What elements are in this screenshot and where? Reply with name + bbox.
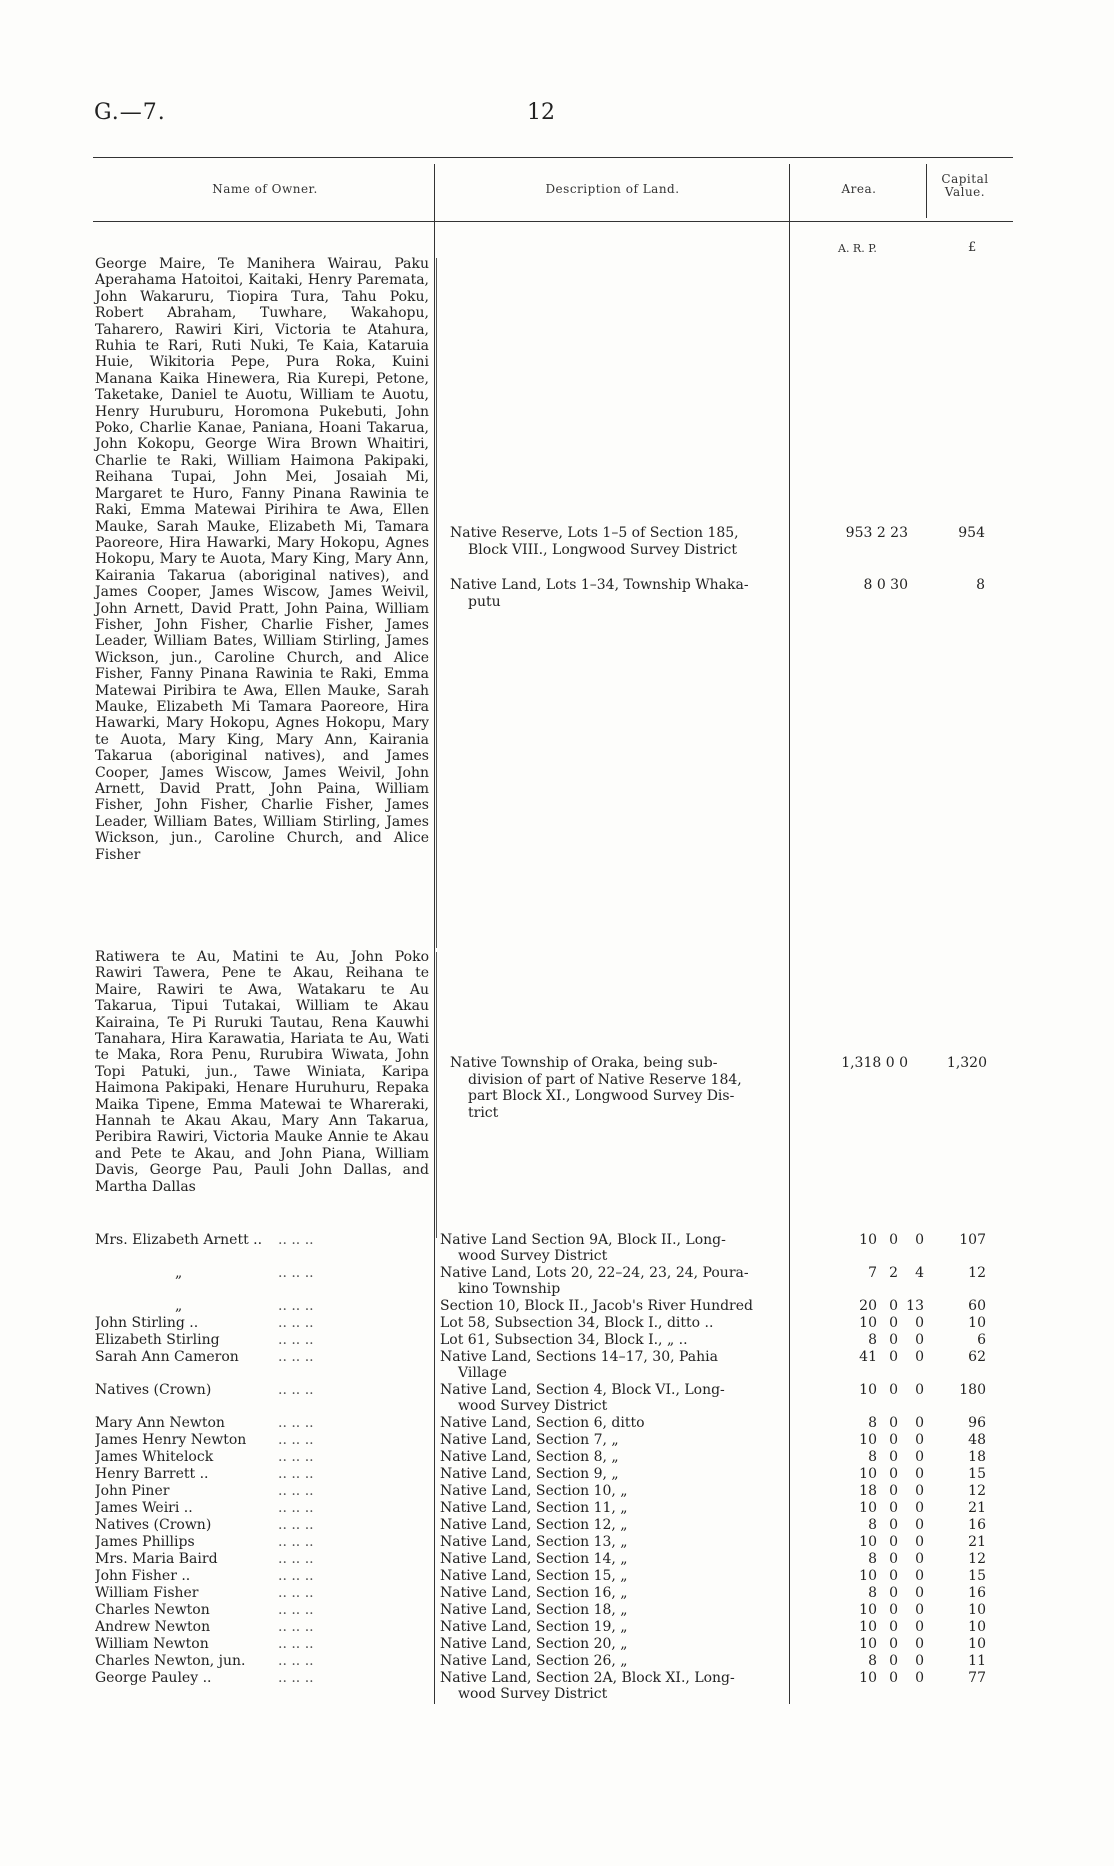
area-units: A. R. P. xyxy=(838,242,877,255)
area-roods: 0 xyxy=(889,1382,898,1398)
owner-name-text: Mrs. Elizabeth Arnett .. xyxy=(95,1232,263,1248)
area-perches: 0 xyxy=(915,1382,924,1398)
area-3: 1,318 0 0 xyxy=(841,1055,908,1071)
leader-dots: .. .. .. xyxy=(278,1585,314,1601)
area-acres: 10 xyxy=(859,1232,877,1248)
capital-value: 15 xyxy=(968,1466,986,1482)
area-roods: 0 xyxy=(889,1568,898,1584)
capital-value: 10 xyxy=(968,1315,986,1331)
area-roods: 0 xyxy=(889,1534,898,1550)
owner-name-text: Charles Newton xyxy=(95,1602,210,1618)
area-acres: 41 xyxy=(859,1349,877,1365)
capital-unit: £ xyxy=(968,240,977,255)
table-top-rule xyxy=(93,157,1013,158)
owner-name xyxy=(95,1432,425,1448)
owner-name-text: James Whitelock xyxy=(95,1449,214,1465)
land-description: Native Land, Section 14, „ xyxy=(440,1551,628,1567)
leader-dots: .. .. .. xyxy=(278,1466,314,1482)
capital-1: 954 xyxy=(958,525,985,541)
owner-name-text: Henry Barrett .. xyxy=(95,1466,209,1482)
capital-value: 180 xyxy=(959,1382,986,1398)
land-description: Lot 58, Subsection 34, Block I., ditto .. xyxy=(440,1315,714,1331)
owner-name xyxy=(95,1466,425,1482)
land-description: Section 10, Block II., Jacob's River Hundred xyxy=(440,1298,753,1314)
land-description: Native Land, Section 12, „ xyxy=(440,1517,628,1533)
land-description: Native Land, Section 20, „ xyxy=(440,1636,628,1652)
area-roods: 0 xyxy=(889,1449,898,1465)
leader-dots: .. .. .. xyxy=(278,1232,314,1248)
land-description-cont: kino Township xyxy=(458,1281,561,1297)
land-2: Native Land, Lots 1–34, Township Whaka- xyxy=(450,577,749,593)
capital-value: 62 xyxy=(968,1349,986,1365)
owner-name-text: Natives (Crown) xyxy=(95,1382,212,1398)
table-row xyxy=(0,1636,1114,1653)
owner-name-text: „ xyxy=(175,1298,183,1314)
area-perches: 0 xyxy=(915,1568,924,1584)
area-perches: 13 xyxy=(906,1298,924,1314)
area-roods: 0 xyxy=(889,1551,898,1567)
area-roods: 0 xyxy=(889,1602,898,1618)
capital-value: 96 xyxy=(968,1415,986,1431)
col-land-header: Description of Land. xyxy=(545,182,680,196)
owner-name xyxy=(95,1517,425,1533)
land-description-cont: Village xyxy=(458,1365,507,1381)
area-acres: 10 xyxy=(859,1315,877,1331)
table-row xyxy=(0,1432,1114,1449)
capital-value: 21 xyxy=(968,1500,986,1516)
capital-value: 15 xyxy=(968,1568,986,1584)
land-description: Lot 61, Subsection 34, Block I., „ .. xyxy=(440,1332,688,1348)
capital-value: 10 xyxy=(968,1619,986,1635)
area-roods: 0 xyxy=(889,1332,898,1348)
capital-value: 77 xyxy=(968,1670,986,1686)
area-roods: 0 xyxy=(889,1517,898,1533)
leader-dots: .. .. .. xyxy=(278,1568,314,1584)
land-3: Native Township of Oraka, being sub- xyxy=(450,1055,718,1071)
owner-name xyxy=(95,1382,425,1398)
owner-name xyxy=(95,1670,425,1686)
land-description: Native Land, Section 8, „ xyxy=(440,1449,619,1465)
leader-dots: .. .. .. xyxy=(278,1432,314,1448)
leader-dots: .. .. .. xyxy=(278,1449,314,1465)
area-perches: 0 xyxy=(915,1500,924,1516)
capital-value: 107 xyxy=(959,1232,986,1248)
area-acres: 8 xyxy=(868,1449,877,1465)
area-acres: 10 xyxy=(859,1500,877,1516)
owner-name-text: Elizabeth Stirling xyxy=(95,1332,220,1348)
leader-dots: .. .. .. xyxy=(278,1265,314,1281)
area-acres: 7 xyxy=(868,1265,877,1281)
land-block-1 xyxy=(450,525,780,558)
table-row xyxy=(0,1653,1114,1670)
area-acres: 8 xyxy=(868,1551,877,1567)
area-acres: 20 xyxy=(859,1298,877,1314)
area-roods: 0 xyxy=(889,1670,898,1686)
owner-name-text: James Phillips xyxy=(95,1534,195,1550)
area-perches: 0 xyxy=(915,1602,924,1618)
table-row xyxy=(0,1602,1114,1619)
owner-name-text: William Fisher xyxy=(95,1585,199,1601)
capital-value: 48 xyxy=(968,1432,986,1448)
land-description-cont: wood Survey District xyxy=(458,1686,608,1702)
table-row xyxy=(0,1517,1114,1534)
table-row xyxy=(0,1332,1114,1349)
area-acres: 8 xyxy=(868,1332,877,1348)
leader-dots: .. .. .. xyxy=(278,1382,314,1398)
area-acres: 10 xyxy=(859,1636,877,1652)
leader-dots: .. .. .. xyxy=(278,1332,314,1348)
owner-name xyxy=(95,1500,425,1516)
land-description: Native Land, Section 19, „ xyxy=(440,1619,628,1635)
leader-dots: .. .. .. xyxy=(278,1298,314,1314)
table-row xyxy=(0,1349,1114,1381)
owner-name xyxy=(95,1232,425,1248)
area-roods: 0 xyxy=(889,1585,898,1601)
capital-value: 6 xyxy=(977,1332,986,1348)
area-perches: 0 xyxy=(915,1232,924,1248)
owners-text-1: George Maire, Te Manihera Wairau, Paku Aperahama Hatoitoi, Kaitaki, Henry Paremata, John Wakaruru, Tiopira Tura, Tahu Poku, Robert Abraham, Tuwhare, Wakahopu, Taharero, Rawiri Kiri, Victoria te Atahura, Ruhia te Rari, Ruti Nuki, Te Kaia, Kataruia Huie, Wikitoria Pepe, Pura Roka, Kuini Manana Kaika Hinewera, Ria Kurepi, Petone, Taketake, Daniel te Auotu, William te Auotu, Henry Huruburu, Horomona Pukebuti, John Poko, Charlie Kanae, Paniana, Hoani Takarua, John Kokopu, George Wira Brown Whaitiri, Charlie te Raki, William Haimona Pakipaki, Reihana Tupai, John Mei, Josaiah Mi, Margaret te Huro, Fanny Pinana Rawinia te Raki, Emma Matewai Pirihira te Awa, Ellen Mauke, Sarah Mauke, Elizabeth Mi, Tamara Paoreore, Hira Hawarki, Mary Hokopu, Agnes Hokopu, Mary te Auota, Mary King, Mary Ann, Kairania Takarua (aboriginal natives), and James Cooper, James Wiscow, James Weivil, John Arnett, David Pratt, John Paina, William Fisher, John Fisher, Charlie Fisher, James Leader, William Bates, William Stirling, James Wickson, jun., Caroline Church, and Alice Fisher, Fanny Pinana Rawinia te Raki, Emma Matewai Piribira te Awa, Ellen Mauke, Sarah Mauke, Elizabeth Mi Tamara Paoreore, Hira Hawarki, Mary Hokopu, Agnes Hokopu, Mary te Auota, Mary King, Mary Ann, Kairania Takarua (aboriginal natives), and James Cooper, James Wiscow, James Weivil, John Arnett, David Pratt, John Paina, William Fisher, John Fisher, Charlie Fisher, James Leader, William Bates, William Stirling, James Wickson, jun., Caroline Church, and Alice Fisher xyxy=(95,256,429,863)
owner-name-text: Andrew Newton xyxy=(95,1619,211,1635)
area-roods: 0 xyxy=(889,1315,898,1331)
area-perches: 0 xyxy=(915,1653,924,1669)
owner-name-text: John Fisher .. xyxy=(95,1568,191,1584)
area-perches: 0 xyxy=(915,1619,924,1635)
land-description: Native Land, Section 7, „ xyxy=(440,1432,619,1448)
area-perches: 0 xyxy=(915,1670,924,1686)
owner-name xyxy=(95,1636,425,1652)
area-perches: 0 xyxy=(915,1315,924,1331)
capital-value: 12 xyxy=(968,1483,986,1499)
col-area-header: Area. xyxy=(841,182,877,196)
table-row xyxy=(0,1415,1114,1432)
area-perches: 0 xyxy=(915,1636,924,1652)
owner-name xyxy=(95,1534,425,1550)
area-acres: 8 xyxy=(868,1415,877,1431)
table-row xyxy=(0,1315,1114,1332)
owner-name xyxy=(95,1585,425,1601)
leader-dots: .. .. .. xyxy=(278,1670,314,1686)
table-row xyxy=(0,1670,1114,1702)
owner-name xyxy=(95,1315,425,1331)
leader-dots: .. .. .. xyxy=(278,1551,314,1567)
capital-value: 12 xyxy=(968,1265,986,1281)
col-divider-3 xyxy=(926,164,927,218)
land-block-2 xyxy=(450,577,780,610)
area-roods: 0 xyxy=(889,1483,898,1499)
leader-dots: .. .. .. xyxy=(278,1315,314,1331)
area-perches: 4 xyxy=(915,1265,924,1281)
area-roods: 2 xyxy=(889,1265,898,1281)
table-row xyxy=(0,1232,1114,1264)
capital-value: 12 xyxy=(968,1551,986,1567)
bracket-1 xyxy=(436,258,445,948)
capital-value: 21 xyxy=(968,1534,986,1550)
area-roods: 0 xyxy=(889,1432,898,1448)
land-description: Native Land, Section 9, „ xyxy=(440,1466,619,1482)
area-2: 8 0 30 xyxy=(863,577,908,593)
land-description: Native Land, Section 15, „ xyxy=(440,1568,628,1584)
area-perches: 0 xyxy=(915,1517,924,1533)
page-number: 12 xyxy=(527,100,555,125)
capital-3: 1,320 xyxy=(946,1055,987,1071)
leader-dots: .. .. .. xyxy=(278,1349,314,1365)
table-head-rule xyxy=(93,221,1013,222)
table-row xyxy=(0,1534,1114,1551)
land-3b: division of part of Native Reserve 184, xyxy=(468,1071,742,1088)
leader-dots: .. .. .. xyxy=(278,1619,314,1635)
area-acres: 10 xyxy=(859,1602,877,1618)
area-roods: 0 xyxy=(889,1500,898,1516)
owner-name-text: Mary Ann Newton xyxy=(95,1415,225,1431)
area-roods: 0 xyxy=(889,1349,898,1365)
owner-name-text: Sarah Ann Cameron xyxy=(95,1349,239,1365)
owner-name-text: George Pauley .. xyxy=(95,1670,212,1686)
area-perches: 0 xyxy=(915,1534,924,1550)
col-capital-header: Capital Value. xyxy=(941,172,989,199)
leader-dots: .. .. .. xyxy=(278,1483,314,1499)
area-perches: 0 xyxy=(915,1332,924,1348)
area-perches: 0 xyxy=(915,1432,924,1448)
area-acres: 8 xyxy=(868,1653,877,1669)
land-description: Native Land, Sections 14–17, 30, Pahia xyxy=(440,1349,718,1365)
area-roods: 0 xyxy=(889,1636,898,1652)
area-roods: 0 xyxy=(889,1298,898,1314)
area-acres: 10 xyxy=(859,1534,877,1550)
header-ref: G.—7. xyxy=(94,100,166,125)
bracket-2 xyxy=(436,952,445,1238)
land-block-3 xyxy=(450,1055,780,1121)
owner-name xyxy=(95,1265,425,1281)
owner-name xyxy=(95,1298,425,1314)
capital-value: 18 xyxy=(968,1449,986,1465)
capital-value: 10 xyxy=(968,1602,986,1618)
area-roods: 0 xyxy=(889,1653,898,1669)
capital-value: 10 xyxy=(968,1636,986,1652)
table-row xyxy=(0,1483,1114,1500)
area-acres: 8 xyxy=(868,1585,877,1601)
table-row xyxy=(0,1568,1114,1585)
table-row xyxy=(0,1265,1114,1297)
owners-block-1 xyxy=(95,256,429,946)
table-row xyxy=(0,1619,1114,1636)
area-roods: 0 xyxy=(889,1232,898,1248)
owner-name-text: Natives (Crown) xyxy=(95,1517,212,1533)
leader-dots: .. .. .. xyxy=(278,1534,314,1550)
owner-name xyxy=(95,1415,425,1431)
land-description-cont: wood Survey District xyxy=(458,1398,608,1414)
land-2b: putu xyxy=(468,593,501,610)
owner-name xyxy=(95,1449,425,1465)
area-acres: 8 xyxy=(868,1517,877,1533)
land-description: Native Land, Section 18, „ xyxy=(440,1602,628,1618)
area-perches: 0 xyxy=(915,1483,924,1499)
table-row xyxy=(0,1585,1114,1602)
area-perches: 0 xyxy=(915,1551,924,1567)
area-acres: 18 xyxy=(859,1483,877,1499)
owner-name xyxy=(95,1619,425,1635)
area-acres: 10 xyxy=(859,1432,877,1448)
area-acres: 10 xyxy=(859,1466,877,1482)
land-description: Native Land, Section 4, Block VI., Long- xyxy=(440,1382,725,1398)
land-description: Native Land, Section 2A, Block XI., Long- xyxy=(440,1670,735,1686)
capital-value: 16 xyxy=(968,1585,986,1601)
table-row xyxy=(0,1500,1114,1517)
area-1: 953 2 23 xyxy=(845,525,908,541)
land-3d: trict xyxy=(468,1104,499,1121)
area-acres: 10 xyxy=(859,1568,877,1584)
area-roods: 0 xyxy=(889,1415,898,1431)
land-description-cont: wood Survey District xyxy=(458,1248,608,1264)
land-description: Native Land, Section 26, „ xyxy=(440,1653,628,1669)
leader-dots: .. .. .. xyxy=(278,1636,314,1652)
owner-name xyxy=(95,1568,425,1584)
capital-value: 60 xyxy=(968,1298,986,1314)
leader-dots: .. .. .. xyxy=(278,1653,314,1669)
owners-text-2: Ratiwera te Au, Matini te Au, John Poko Rawiri Tawera, Pene te Akau, Reihana te Maire, Rawiri te Awa, Watakaru te Au Takarua, Tipui Tutakai, William te Akau Kairaina, Te Pi Ruruki Tautau, Rena Kauwhi Tanahara, Hira Karawatia, Hariata te Au, Wati te Maka, Rora Penu, Rurubira Wiwata, John Topi Patuki, jun., Tawe Winiata, Karipa Haimona Pakipaki, Henare Huruhuru, Repaka Maika Tipene, Emma Matewai te Whareraki, Hannah te Akau Akau, Mary Ann Takarua, Peribira Rawiri, Victoria Mauke Annie te Akau and Pete te Akau, and John Piana, William Davis, George Pau, Pauli John Dallas, and Martha Dallas xyxy=(95,949,429,1195)
table-row xyxy=(0,1382,1114,1414)
owner-name xyxy=(95,1653,425,1669)
capital-value: 16 xyxy=(968,1517,986,1533)
leader-dots: .. .. .. xyxy=(278,1602,314,1618)
owner-name-text: James Weiri .. xyxy=(95,1500,193,1516)
area-roods: 0 xyxy=(889,1619,898,1635)
area-perches: 0 xyxy=(915,1585,924,1601)
area-perches: 0 xyxy=(915,1415,924,1431)
table-row xyxy=(0,1551,1114,1568)
land-description: Native Land, Section 10, „ xyxy=(440,1483,628,1499)
owner-name xyxy=(95,1483,425,1499)
area-perches: 0 xyxy=(915,1349,924,1365)
land-description: Native Land, Section 6, ditto xyxy=(440,1415,645,1431)
area-acres: 10 xyxy=(859,1670,877,1686)
leader-dots: .. .. .. xyxy=(278,1415,314,1431)
owner-name-text: John Stirling .. xyxy=(95,1315,199,1331)
land-1b: Block VIII., Longwood Survey District xyxy=(468,541,737,558)
owners-block-2 xyxy=(95,949,429,1195)
owner-name-text: „ xyxy=(175,1265,183,1281)
land-description: Native Land, Lots 20, 22–24, 23, 24, Poura- xyxy=(440,1265,749,1281)
land-description: Native Land Section 9A, Block II., Long- xyxy=(440,1232,726,1248)
owner-name-text: James Henry Newton xyxy=(95,1432,247,1448)
table-row xyxy=(0,1298,1114,1315)
area-acres: 10 xyxy=(859,1382,877,1398)
land-description: Native Land, Section 13, „ xyxy=(440,1534,628,1550)
land-description: Native Land, Section 11, „ xyxy=(440,1500,628,1516)
land-1: Native Reserve, Lots 1–5 of Section 185, xyxy=(450,525,739,541)
owner-name-text: Charles Newton, jun. xyxy=(95,1653,246,1669)
owner-name-text: William Newton xyxy=(95,1636,209,1652)
land-3c: part Block XI., Longwood Survey Dis- xyxy=(468,1088,735,1104)
land-description: Native Land, Section 16, „ xyxy=(440,1585,628,1601)
owner-name-text: John Piner xyxy=(95,1483,170,1499)
capital-2: 8 xyxy=(976,577,985,593)
table-row xyxy=(0,1449,1114,1466)
area-perches: 0 xyxy=(915,1466,924,1482)
leader-dots: .. .. .. xyxy=(278,1517,314,1533)
area-perches: 0 xyxy=(915,1449,924,1465)
col-owner-header: Name of Owner. xyxy=(212,182,318,196)
leader-dots: .. .. .. xyxy=(278,1500,314,1516)
owner-name xyxy=(95,1551,425,1567)
capital-value: 11 xyxy=(968,1653,986,1669)
table-row xyxy=(0,1466,1114,1483)
owner-name xyxy=(95,1349,425,1365)
owner-name xyxy=(95,1332,425,1348)
owner-name xyxy=(95,1602,425,1618)
area-acres: 10 xyxy=(859,1619,877,1635)
owner-name-text: Mrs. Maria Baird xyxy=(95,1551,218,1567)
area-roods: 0 xyxy=(889,1466,898,1482)
